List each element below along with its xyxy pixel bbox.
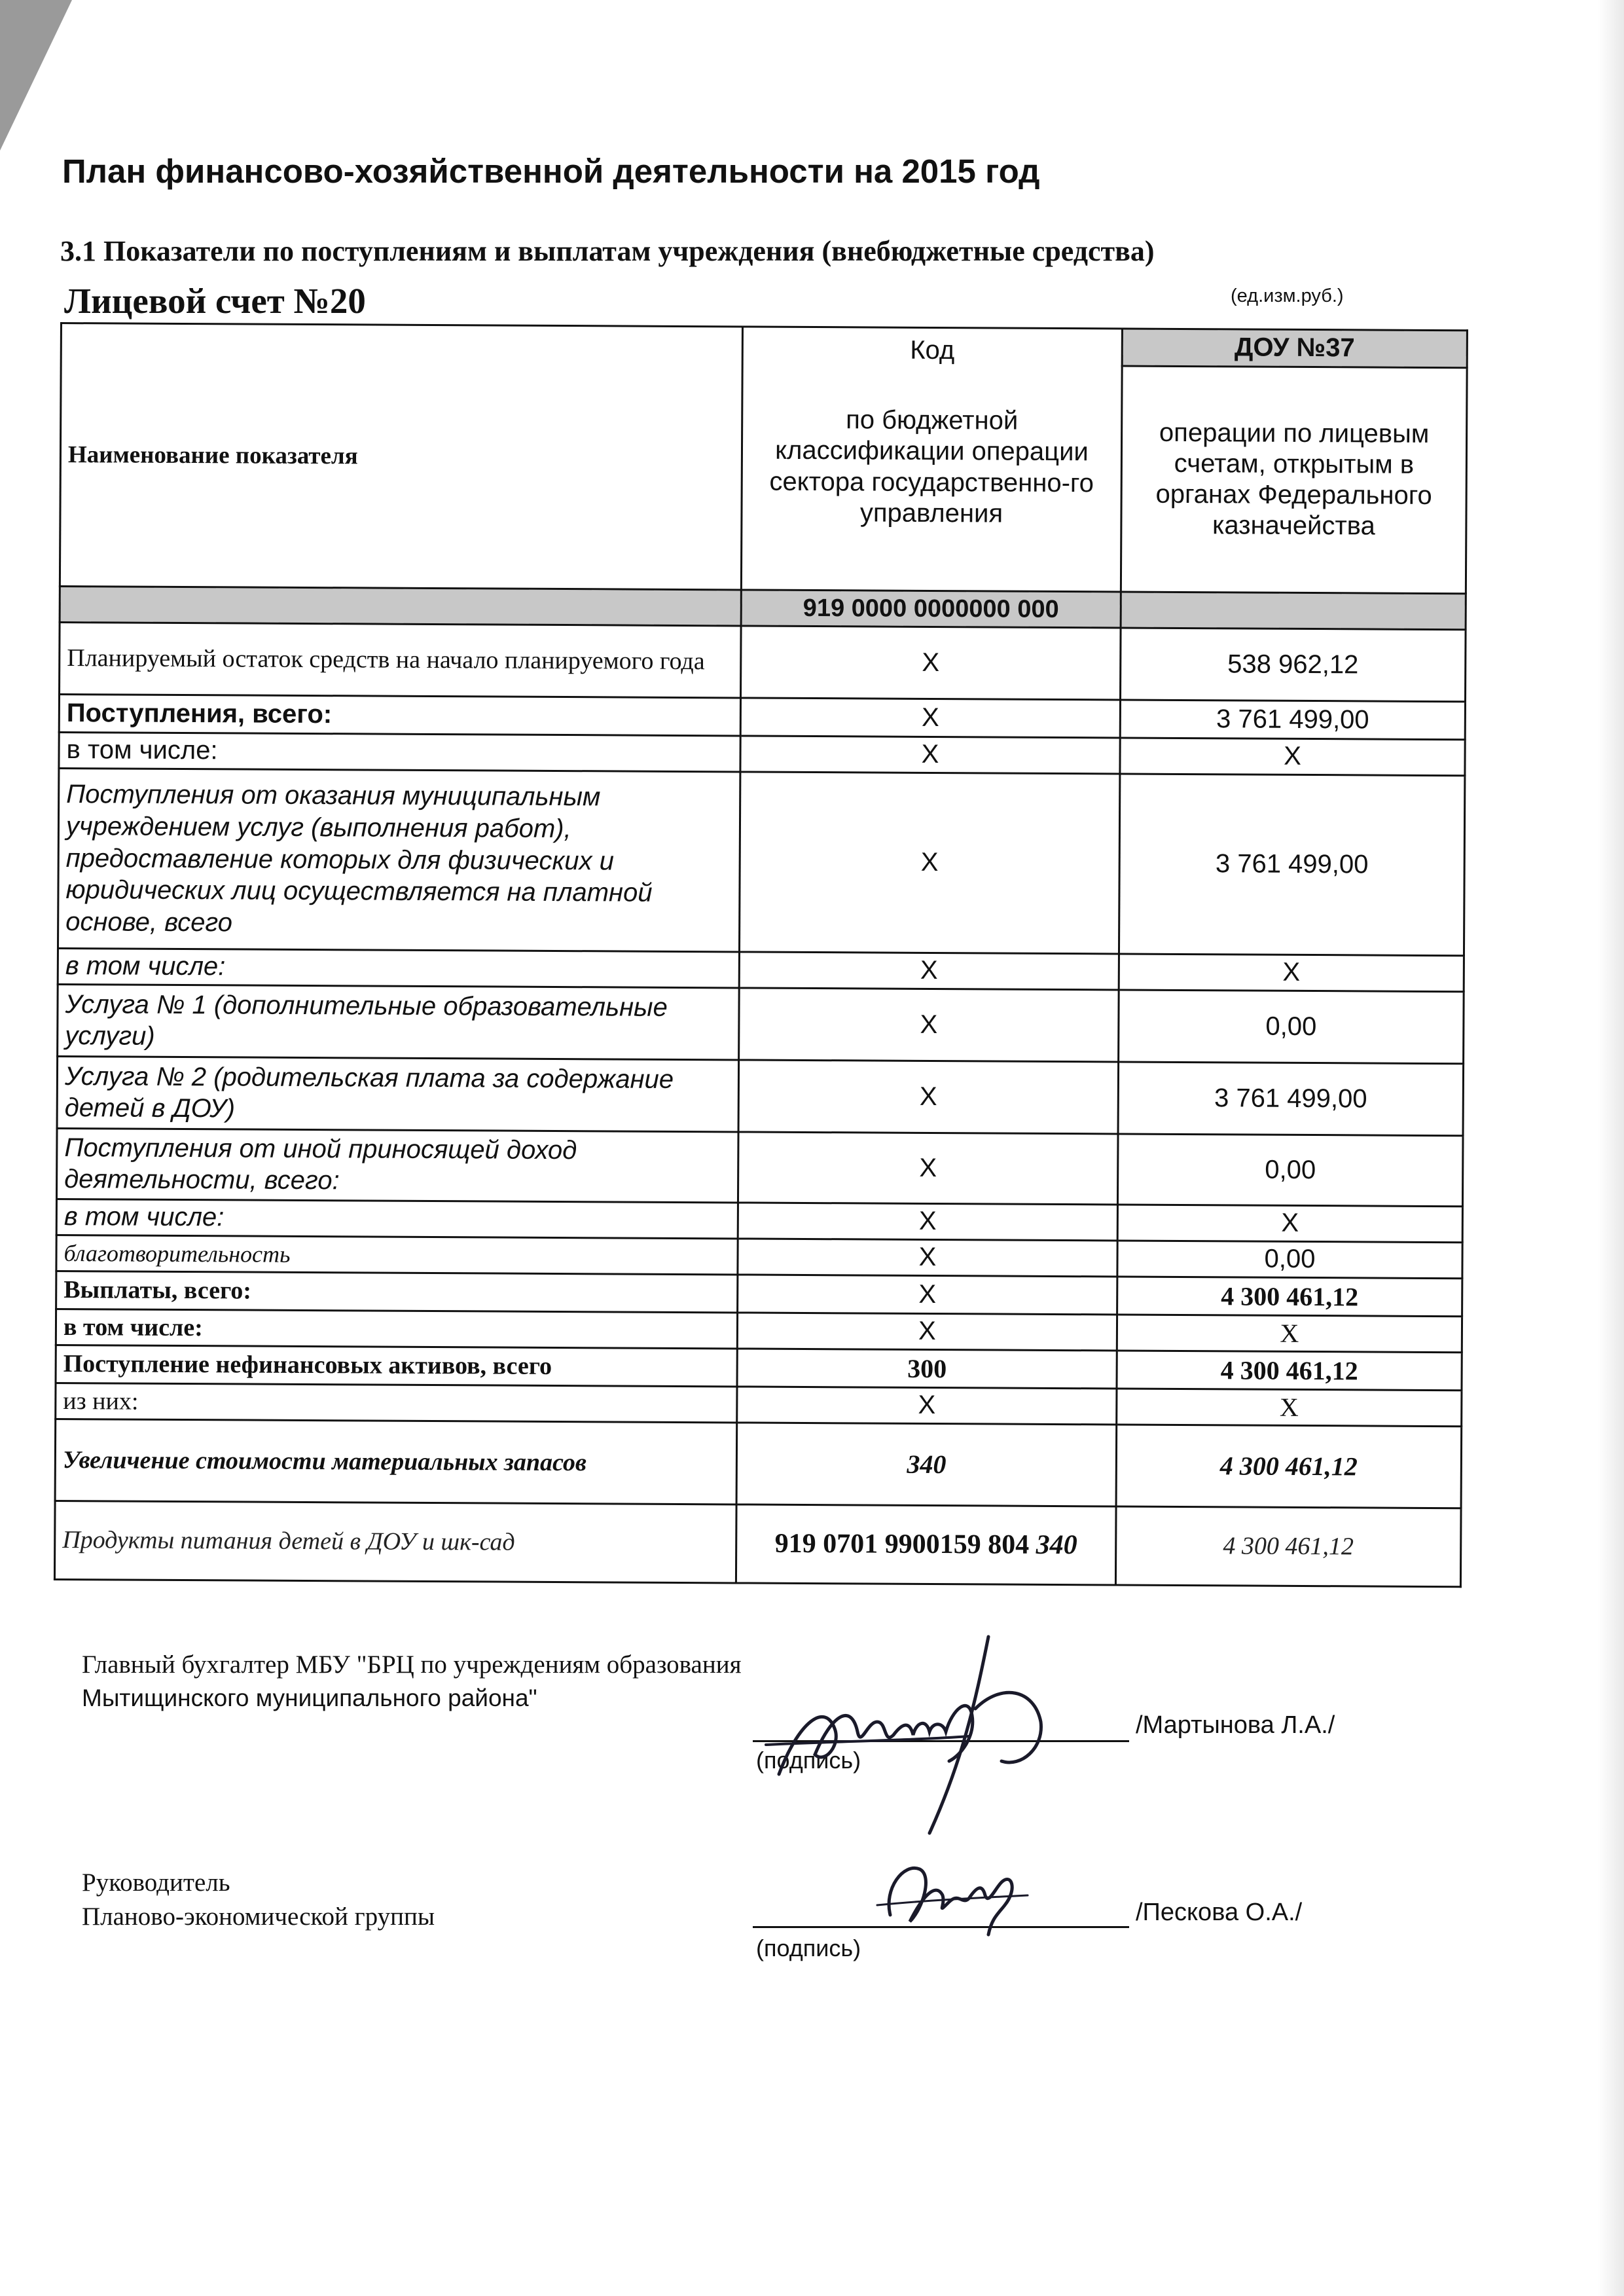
row-name: Планируемый остаток средств на начало планируемого года bbox=[60, 623, 742, 698]
table-row bbox=[58, 984, 1464, 1063]
row-value: 0,00 bbox=[1119, 990, 1464, 1064]
row-value: Х bbox=[1117, 1389, 1462, 1427]
row-name: в том числе: bbox=[56, 1309, 737, 1348]
header-name-col: Наименование показателя bbox=[60, 323, 742, 590]
table-row bbox=[60, 623, 1466, 702]
row-code-tail: 340 bbox=[1036, 1529, 1077, 1560]
header-code-desc: по бюджетной классификации операции сектора государственно-го управления bbox=[769, 405, 1094, 528]
row-name: Продукты питания детей в ДОУ и шк-сад bbox=[54, 1501, 736, 1582]
head-signature bbox=[871, 1843, 1041, 1941]
row-value: 4 300 461,12 bbox=[1116, 1425, 1462, 1508]
row-value: Х bbox=[1119, 954, 1464, 992]
row-name: в том числе: bbox=[56, 1199, 738, 1238]
section-title: 3.1 Показатели по поступлениям и выплатам учреждения (внебюджетные средства) bbox=[60, 235, 1155, 267]
header-row-top bbox=[61, 323, 1467, 368]
row-value: 3 761 499,00 bbox=[1120, 700, 1465, 740]
row-code: Х bbox=[738, 1060, 1119, 1134]
row-value: 3 761 499,00 bbox=[1118, 1062, 1464, 1136]
row-code: Х bbox=[741, 626, 1121, 700]
row-value: 4 300 461,12 bbox=[1117, 1277, 1462, 1317]
table-row bbox=[57, 1056, 1464, 1135]
unit-note: (ед.изм.руб.) bbox=[1231, 285, 1344, 306]
row-value: 4 300 461,12 bbox=[1115, 1506, 1461, 1587]
scan-edge-shadow bbox=[1598, 0, 1624, 2296]
row-code: Х bbox=[737, 1313, 1117, 1351]
row-code: Х bbox=[740, 698, 1120, 738]
row-name: в том числе: bbox=[58, 948, 739, 987]
account-title: Лицевой счет №20 bbox=[64, 281, 366, 321]
row-code: Х bbox=[738, 1275, 1117, 1315]
code-row-code: 919 0000 0000000 000 bbox=[741, 590, 1121, 628]
chief-accountant-title-line2: Мытищинского муниципального района" bbox=[82, 1685, 537, 1711]
table-row bbox=[58, 768, 1464, 955]
code-row-blank-right bbox=[1121, 592, 1466, 630]
row-code: Х bbox=[739, 988, 1119, 1062]
header-org-desc: операции по лицевым счетам, открытым в органах Федерального казначейства bbox=[1121, 366, 1467, 594]
scan-corner-mark bbox=[0, 0, 72, 151]
row-code: Х bbox=[738, 1239, 1117, 1277]
chief-accountant-name: /Мартынова Л.А./ bbox=[1136, 1711, 1335, 1739]
row-name: Услуга № 2 (родительская плата за содержание детей в ДОУ) bbox=[57, 1056, 739, 1131]
row-name: Поступления от иной приносящей доход деятельности, всего: bbox=[56, 1128, 738, 1202]
header-org: ДОУ №37 bbox=[1122, 329, 1467, 368]
row-code: Х bbox=[740, 736, 1120, 774]
row-code: 340 bbox=[736, 1423, 1117, 1506]
row-code: 300 bbox=[737, 1349, 1117, 1389]
row-code-main: 919 0701 9900159 804 bbox=[774, 1528, 1030, 1560]
row-name: в том числе: bbox=[59, 732, 740, 771]
row-code: Х bbox=[737, 1387, 1117, 1425]
document-title: План финансово-хозяйственной деятельности на 2015 год bbox=[62, 153, 1040, 190]
head-name: /Пескова О.А./ bbox=[1136, 1899, 1303, 1926]
row-name: Поступления, всего: bbox=[59, 695, 740, 736]
row-name: Выплаты, всего: bbox=[56, 1271, 738, 1312]
row-value: 3 761 499,00 bbox=[1119, 774, 1464, 956]
head-signature-caption: (подпись) bbox=[756, 1935, 861, 1961]
row-value: 0,00 bbox=[1117, 1241, 1462, 1279]
row-name: благотворительность bbox=[56, 1235, 738, 1274]
row-name: Услуга № 1 (дополнительные образовательные услуги) bbox=[58, 984, 740, 1059]
table-row bbox=[55, 1419, 1462, 1508]
row-code: Х bbox=[738, 1203, 1117, 1241]
row-name: Поступления от оказания муниципальным учреждением услуг (выполнения работ), предоставление которых для физических и юридических лиц осуществляется на платной основе, всего bbox=[58, 768, 740, 951]
row-value: 538 962,12 bbox=[1121, 628, 1466, 702]
chief-accountant-signature-caption: (подпись) bbox=[756, 1747, 861, 1774]
chief-accountant-signature bbox=[753, 1624, 1067, 1840]
row-value: 4 300 461,12 bbox=[1117, 1351, 1462, 1391]
row-name: Поступление нефинансовых активов, всего bbox=[56, 1345, 737, 1386]
head-title-line2: Планово-экономической группы bbox=[82, 1903, 435, 1931]
header-code-col bbox=[741, 327, 1122, 592]
table-row bbox=[56, 1128, 1463, 1206]
row-code: Х bbox=[739, 952, 1119, 990]
row-value: 0,00 bbox=[1117, 1134, 1463, 1207]
header-code-top: Код bbox=[910, 335, 955, 365]
row-code bbox=[736, 1504, 1116, 1585]
row-value: Х bbox=[1117, 1315, 1462, 1353]
row-name: Увеличение стоимости материальных запасов bbox=[55, 1419, 737, 1504]
chief-accountant-title-line1: Главный бухгалтер МБУ "БРЦ по учреждениям образования bbox=[82, 1650, 742, 1679]
row-code: Х bbox=[739, 772, 1119, 954]
code-row-blank-left bbox=[60, 587, 741, 626]
row-code: Х bbox=[738, 1132, 1118, 1205]
financial-plan-table bbox=[54, 322, 1468, 1588]
table-row bbox=[54, 1501, 1461, 1586]
row-value: Х bbox=[1117, 1205, 1462, 1243]
row-name: из них: bbox=[56, 1383, 737, 1422]
row-value: Х bbox=[1120, 738, 1465, 776]
head-title-line1: Руководитель bbox=[82, 1868, 230, 1897]
